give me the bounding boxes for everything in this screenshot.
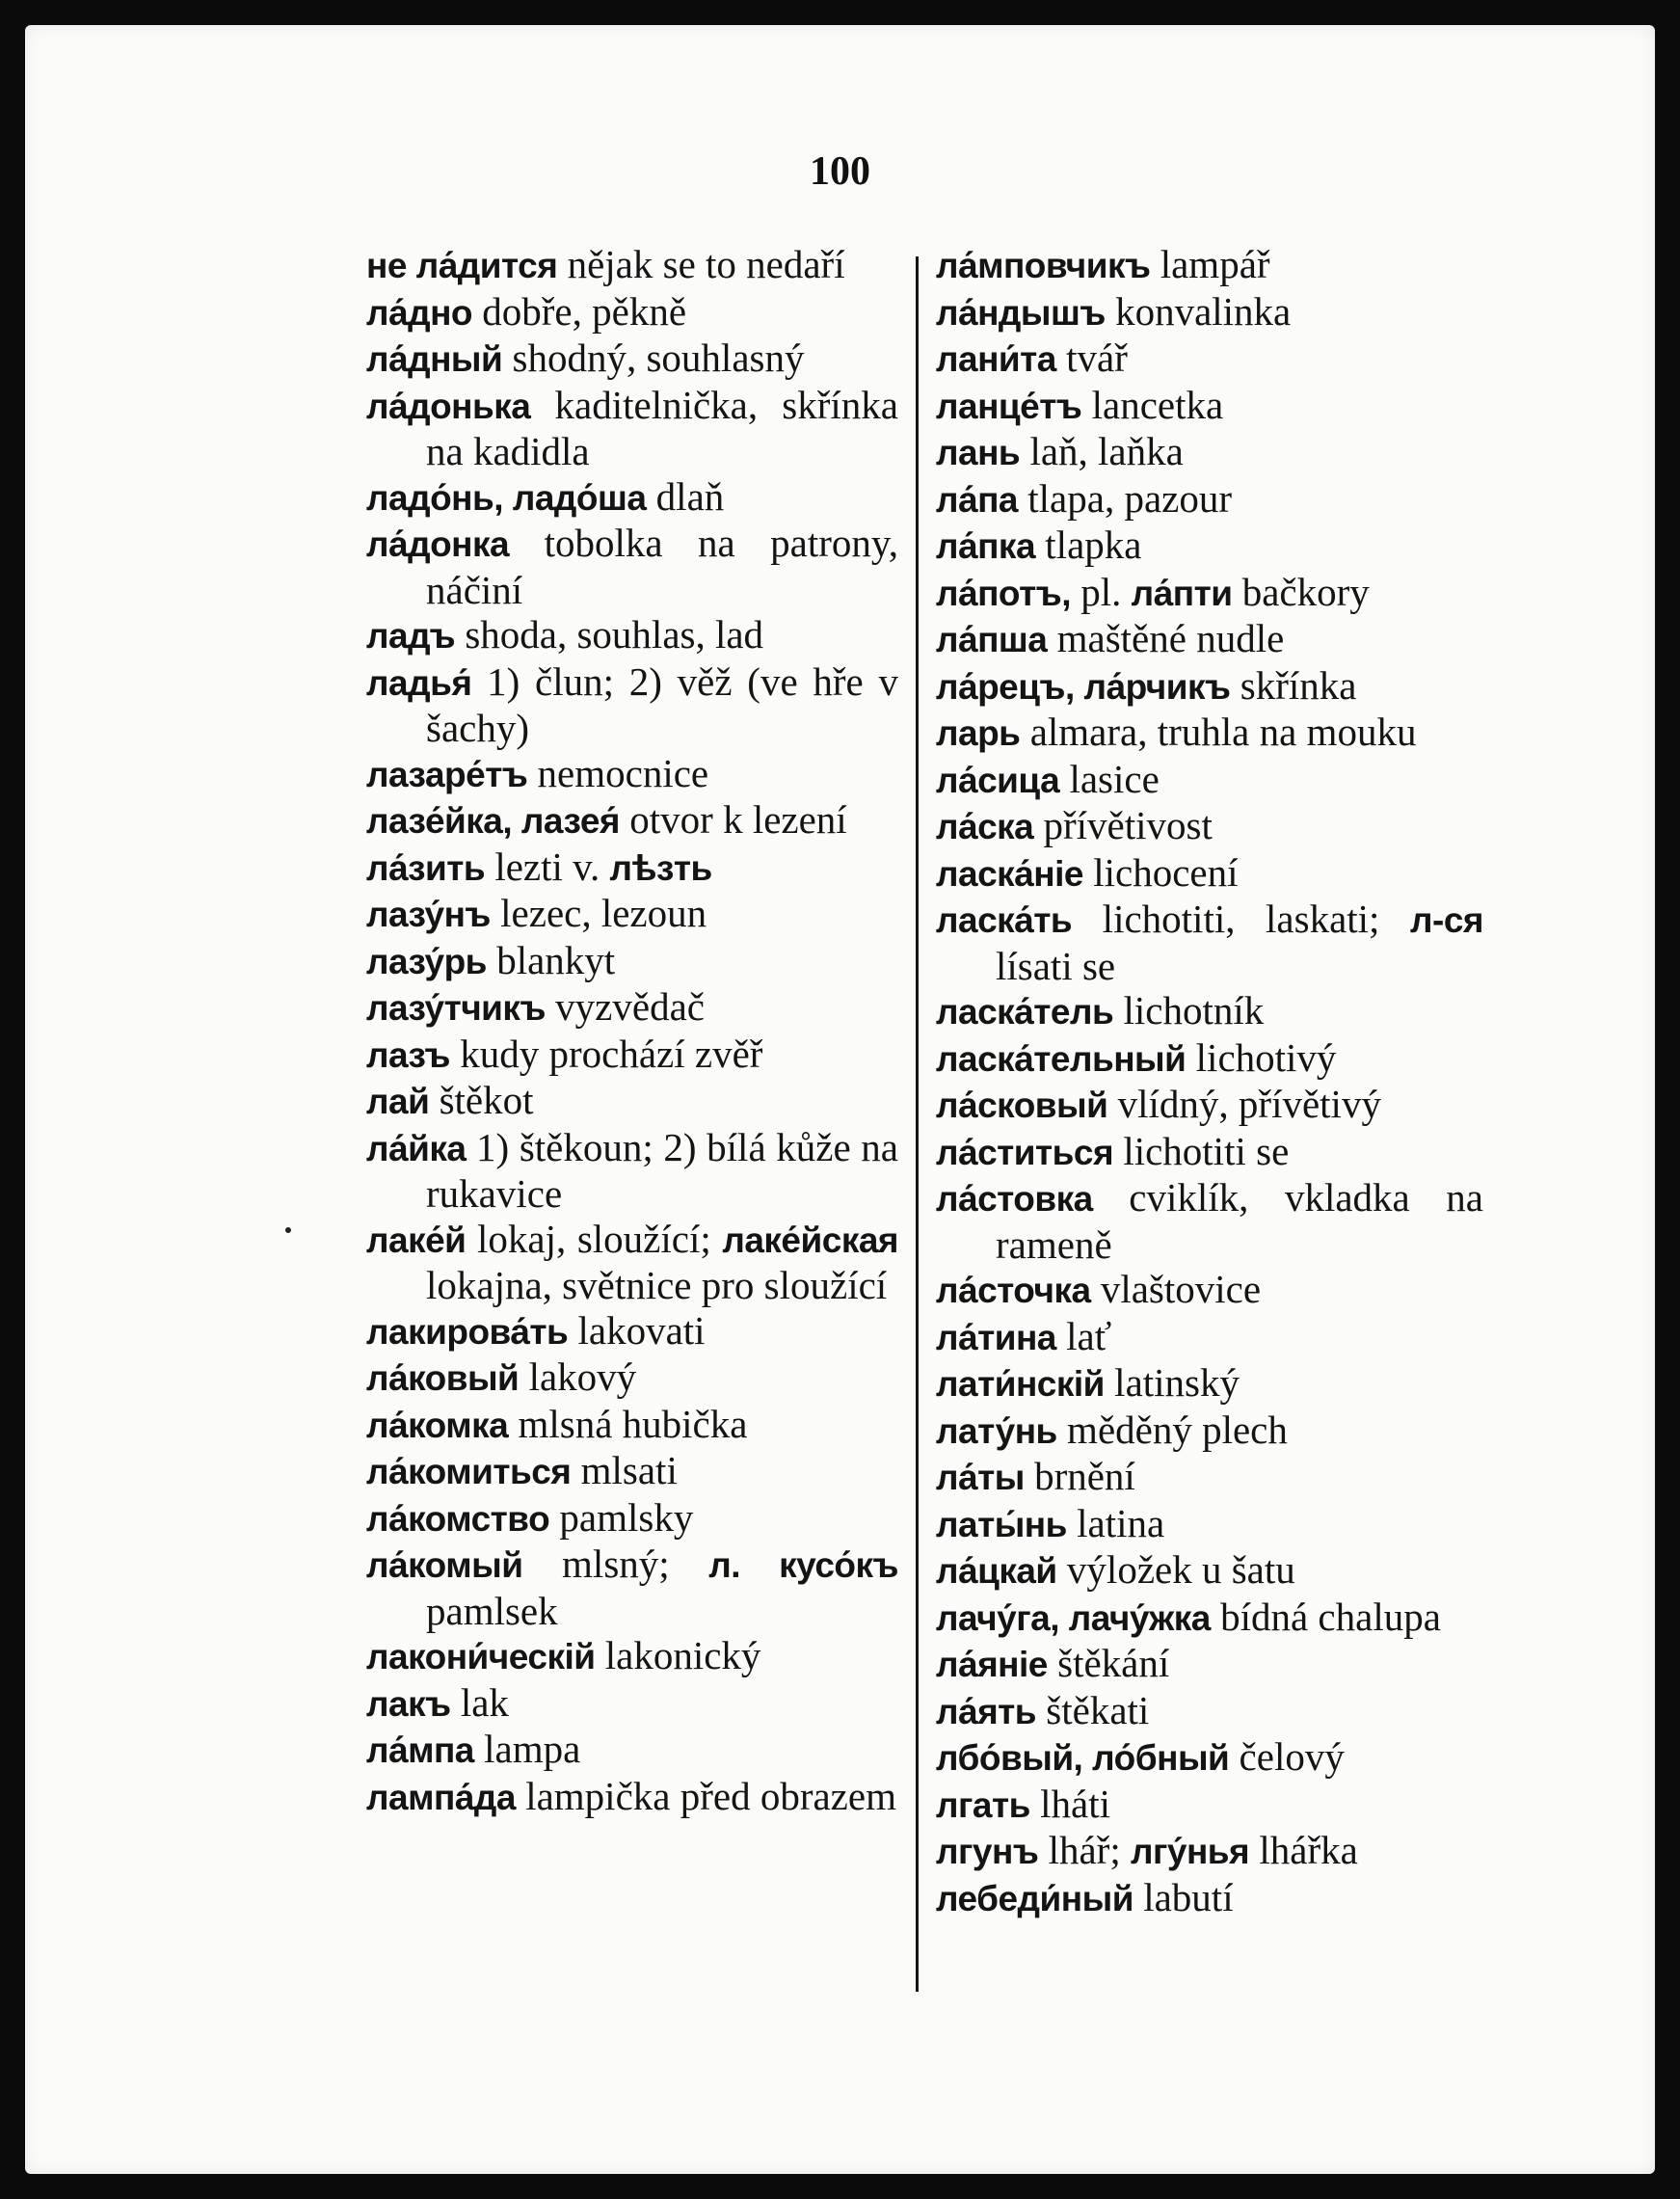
right-column xyxy=(936,242,1483,1921)
headword: ладъ xyxy=(366,616,456,656)
definition: měděný plech xyxy=(1056,1407,1288,1452)
headword: лазу́нъ xyxy=(366,895,491,934)
definition: brnění xyxy=(1024,1454,1135,1498)
definition: dobře, pěkně xyxy=(472,288,687,334)
dictionary-entry xyxy=(366,612,898,659)
headword: лгу́нья xyxy=(1130,1832,1250,1871)
dictionary-entry xyxy=(936,1595,1483,1642)
definition: přívětivost xyxy=(1033,803,1213,847)
headword: ла́ты xyxy=(936,1458,1025,1497)
headword: ларь xyxy=(936,713,1021,753)
ink-speck xyxy=(285,1227,291,1233)
definition: lichotivý xyxy=(1186,1034,1337,1080)
dictionary-entry xyxy=(936,335,1483,383)
dictionary-entry xyxy=(366,797,898,845)
dictionary-entry xyxy=(936,1360,1483,1408)
dictionary-entry xyxy=(366,1727,898,1774)
headword: ласка́тель xyxy=(936,992,1114,1032)
definition: tobolka na patrony, náčiní xyxy=(426,521,898,612)
definition: lezti v. xyxy=(485,844,610,889)
dictionary-entry xyxy=(366,1495,898,1542)
headword: лакони́ческій xyxy=(366,1637,596,1676)
headword: ла́ститься xyxy=(936,1132,1114,1172)
headword: ла́яніе xyxy=(936,1645,1048,1684)
definition: lichotník xyxy=(1113,988,1265,1032)
dictionary-entry xyxy=(936,1641,1483,1688)
definition: shoda, souhlas, lad xyxy=(455,612,764,657)
dictionary-entry xyxy=(936,1734,1483,1782)
dictionary-entry xyxy=(366,1774,898,1821)
definition: lampa xyxy=(473,1727,581,1771)
headword: лакъ xyxy=(366,1683,451,1724)
headword: лай xyxy=(366,1082,430,1121)
dictionary-entry xyxy=(936,616,1483,663)
dictionary-entry xyxy=(366,1402,898,1449)
definition: lhářka xyxy=(1249,1828,1358,1872)
definition: mlsná hubička xyxy=(508,1401,748,1446)
headword: ладо́нь, ладо́ша xyxy=(366,477,647,518)
dictionary-entry xyxy=(936,1408,1483,1455)
dictionary-entry xyxy=(936,1875,1483,1922)
dictionary-entry xyxy=(936,1129,1483,1176)
definition: bačkory xyxy=(1232,569,1370,614)
definition: kudy prochází zvěř xyxy=(449,1031,763,1076)
definition: vyzvědač xyxy=(545,984,705,1029)
dictionary-entry xyxy=(936,1035,1483,1083)
definition: konvalinka xyxy=(1105,288,1292,334)
definition: lokajna, světnice pro sloužící xyxy=(426,1263,888,1307)
definition: štěkání xyxy=(1047,1641,1170,1685)
headword: ла́сточка xyxy=(936,1271,1091,1310)
dictionary-entry xyxy=(936,383,1483,430)
headword: ласка́ніе xyxy=(936,853,1083,894)
headword: ланце́тъ xyxy=(936,386,1082,426)
definition: maštěné nudle xyxy=(1047,616,1285,660)
definition: cviklík, vkladka na rameně xyxy=(996,1175,1483,1267)
headword: ла́донька xyxy=(366,386,531,426)
dictionary-entry xyxy=(366,335,898,383)
definition: tlapka xyxy=(1035,523,1142,567)
dictionary-entry xyxy=(366,1680,898,1728)
headword: лаке́й xyxy=(366,1220,467,1260)
definition: lakovati xyxy=(568,1307,706,1353)
dictionary-entry xyxy=(366,938,898,985)
definition: dlaň xyxy=(646,473,725,519)
dictionary-entry xyxy=(936,757,1483,804)
headword: лату́нь xyxy=(936,1410,1057,1451)
headword: ла́комиться xyxy=(366,1452,572,1491)
dictionary-entry xyxy=(366,1217,898,1308)
definition: lokaj, sloužící; xyxy=(466,1216,723,1261)
definition: 1) člun; 2) věž (ve hře v šachy) xyxy=(426,658,898,750)
headword: лань xyxy=(936,433,1021,472)
definition: pamlsky xyxy=(549,1494,694,1540)
headword: ла́дно xyxy=(366,292,473,333)
definition: lichocení xyxy=(1082,849,1239,895)
dictionary-entry xyxy=(366,1125,898,1217)
definition: tvář xyxy=(1055,335,1128,380)
definition: latinský xyxy=(1104,1360,1240,1405)
definition: lasice xyxy=(1059,756,1160,801)
headword: лебеди́ный xyxy=(936,1878,1133,1918)
page-number: 100 xyxy=(810,149,870,194)
headword: не ла́дится xyxy=(366,246,558,285)
definition: labutí xyxy=(1133,1874,1234,1919)
dictionary-entry xyxy=(936,1454,1483,1501)
headword: лазе́йка, лазея́ xyxy=(366,801,621,841)
headword: лачу́га, лачу́жка xyxy=(936,1597,1211,1638)
headword: лазу́тчикъ xyxy=(366,988,546,1028)
definition: lichotiti se xyxy=(1113,1128,1290,1173)
headword: ла́ковый xyxy=(366,1358,520,1398)
headword: ла́дный xyxy=(366,339,503,379)
definition: výložek u šatu xyxy=(1056,1547,1295,1592)
dictionary-entry xyxy=(936,850,1483,898)
definition: lháti xyxy=(1029,1781,1110,1826)
headword: лампа́да xyxy=(366,1777,516,1817)
headword: ла́ять xyxy=(936,1691,1037,1731)
dictionary-entry xyxy=(366,891,898,938)
dictionary-entry xyxy=(936,523,1483,570)
definition: mlsati xyxy=(571,1448,678,1492)
dictionary-entry xyxy=(936,242,1483,289)
definition: štěkati xyxy=(1036,1687,1150,1732)
definition: vlaštovice xyxy=(1090,1267,1262,1311)
headword: ла́мповчикъ xyxy=(936,246,1151,285)
definition: nemocnice xyxy=(527,750,709,795)
dictionary-entry xyxy=(936,897,1483,988)
headword: лазаре́тъ xyxy=(366,754,528,794)
definition: mlsný; xyxy=(522,1542,709,1586)
definition: pamlsek xyxy=(426,1588,558,1633)
definition: nějak se to nedaří xyxy=(557,242,845,286)
dictionary-entry xyxy=(366,1354,898,1402)
dictionary-entry xyxy=(366,242,898,289)
definition: lakový xyxy=(519,1354,637,1399)
definition: shodný, souhlasný xyxy=(502,335,805,380)
dictionary-entry xyxy=(366,521,898,612)
headword: ла́пка xyxy=(936,526,1036,566)
definition: lísati se xyxy=(996,943,1116,988)
dictionary-entry xyxy=(936,1782,1483,1829)
dictionary-entry xyxy=(366,1633,898,1680)
dictionary-entry xyxy=(366,659,898,751)
dictionary-entry xyxy=(936,1828,1483,1875)
dictionary-entry xyxy=(366,1078,898,1125)
headword: лазу́рь xyxy=(366,941,487,981)
dictionary-entry xyxy=(936,1501,1483,1548)
headword: ла́сица xyxy=(936,760,1060,800)
dictionary-entry xyxy=(366,1448,898,1495)
headword: ла́пша xyxy=(936,620,1048,659)
definition: lezec, lezoun xyxy=(490,891,707,935)
definition: lampář xyxy=(1150,242,1270,286)
column-divider xyxy=(916,256,919,1992)
headword: лѣзть xyxy=(609,847,712,888)
headword: лакирова́ть xyxy=(366,1311,569,1352)
headword: лбо́вый, ло́бный xyxy=(936,1738,1230,1778)
headword: ла́зить xyxy=(366,847,486,888)
headword: ла́ска xyxy=(936,807,1034,846)
dictionary-entry xyxy=(936,429,1483,476)
headword: латы́нь xyxy=(936,1504,1067,1544)
dictionary-entry xyxy=(366,289,898,336)
headword: л-ся xyxy=(1410,900,1483,940)
definition: čelový xyxy=(1229,1734,1345,1779)
dictionary-entry xyxy=(936,1688,1483,1735)
definition: pl. xyxy=(1070,569,1132,614)
definition: tlapa, pazour xyxy=(1018,475,1232,521)
headword: лгунъ xyxy=(936,1832,1039,1871)
dictionary-page xyxy=(25,25,1655,2174)
definition: otvor k lezení xyxy=(620,797,847,842)
headword: ласка́ть xyxy=(936,900,1073,940)
definition: lhář; xyxy=(1038,1828,1131,1872)
headword: ла́ндышъ xyxy=(936,292,1106,333)
headword: ла́потъ, xyxy=(936,573,1071,613)
headword: ла́йка xyxy=(366,1128,467,1168)
dictionary-entry xyxy=(936,1175,1483,1267)
dictionary-entry xyxy=(366,845,898,892)
dictionary-entry xyxy=(936,1082,1483,1129)
headword: ла́стовка xyxy=(936,1179,1093,1219)
headword: ла́мпа xyxy=(366,1730,474,1770)
definition: bídná chalupa xyxy=(1210,1594,1441,1639)
dictionary-entry xyxy=(366,1032,898,1079)
definition: 1) štěkoun; 2) bílá kůže na rukavice xyxy=(426,1124,898,1216)
dictionary-entry xyxy=(936,710,1483,757)
headword: лгать xyxy=(936,1784,1030,1825)
definition: vlídný, přívětivý xyxy=(1107,1082,1381,1126)
dictionary-entry xyxy=(366,751,898,798)
headword: ла́донка xyxy=(366,524,510,564)
headword: ла́комый xyxy=(366,1545,523,1585)
headword: ладья́ xyxy=(366,662,472,703)
headword: ла́тина xyxy=(936,1317,1056,1357)
definition: skřínka xyxy=(1230,662,1357,708)
headword: ла́сковый xyxy=(936,1086,1108,1125)
dictionary-entry xyxy=(936,476,1483,523)
dictionary-entry xyxy=(366,1308,898,1355)
definition: lancetka xyxy=(1081,382,1224,427)
headword: ла́па xyxy=(936,479,1019,520)
dictionary-entry xyxy=(936,1267,1483,1314)
dictionary-entry xyxy=(936,663,1483,711)
dictionary-entry xyxy=(366,984,898,1032)
headword: ласка́тельный xyxy=(936,1038,1187,1079)
dictionary-entry xyxy=(366,383,898,474)
dictionary-entry xyxy=(936,570,1483,617)
definition: lichotiti, laskati; xyxy=(1072,897,1410,941)
headword: ла́цкай xyxy=(936,1551,1057,1591)
dictionary-entry xyxy=(936,988,1483,1035)
headword: лани́та xyxy=(936,339,1056,379)
definition: štěkot xyxy=(429,1078,534,1122)
dictionary-entry xyxy=(936,1314,1483,1361)
dictionary-entry xyxy=(366,474,898,522)
definition: lať xyxy=(1055,1313,1112,1358)
definition: kaditelnička, skřínka na kadidla xyxy=(426,382,898,473)
headword: л. кусо́къ xyxy=(708,1545,898,1585)
definition: lakonický xyxy=(595,1633,761,1677)
headword: ла́комка xyxy=(366,1405,509,1445)
definition: almara, truhla na mouku xyxy=(1020,710,1417,754)
headword: лаке́йская xyxy=(722,1220,898,1260)
dictionary-entry xyxy=(936,803,1483,850)
dictionary-entry xyxy=(936,1547,1483,1595)
left-column xyxy=(366,242,898,1820)
definition: lak xyxy=(450,1679,509,1725)
dictionary-entry xyxy=(366,1542,898,1633)
headword: лазъ xyxy=(366,1034,450,1075)
headword: ла́пти xyxy=(1131,573,1233,613)
headword: ла́комство xyxy=(366,1498,550,1539)
headword: ла́рецъ, ла́рчикъ xyxy=(936,666,1231,707)
definition: latina xyxy=(1066,1500,1165,1545)
definition: laň, laňka xyxy=(1020,429,1184,473)
headword: лати́нскій xyxy=(936,1364,1105,1404)
definition: lampička před obrazem xyxy=(515,1773,896,1818)
dictionary-entry xyxy=(936,289,1483,336)
definition: blankyt xyxy=(486,937,616,982)
